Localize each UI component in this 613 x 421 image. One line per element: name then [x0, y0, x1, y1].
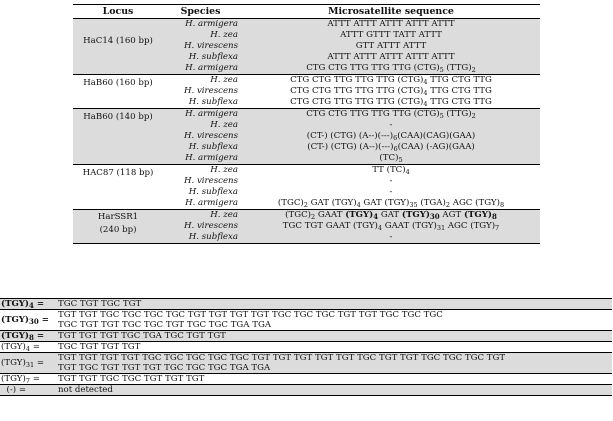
seq-sub: 6 — [393, 134, 398, 142]
seq-part: TT (TC) — [372, 165, 406, 175]
seq-sub: 4 — [423, 89, 428, 97]
legend-label — [0, 374, 57, 385]
legend-row — [0, 331, 612, 342]
legend-eq: = — [32, 342, 40, 352]
seq-sub: 5 — [398, 156, 403, 164]
table-row — [73, 75, 540, 87]
seq-part: TGC TGT GAAT (TGY) — [282, 221, 378, 231]
legend-sub: 8 — [29, 333, 34, 342]
legend-sub: 31 — [25, 361, 35, 369]
legend-row — [0, 385, 612, 396]
seq-part: (TGA) — [417, 198, 446, 208]
legend-eq: = — [36, 358, 45, 368]
species-cell: H. virescens — [183, 86, 238, 96]
microsatellite-table — [73, 4, 540, 244]
species-cell: H. armigera — [163, 19, 242, 31]
seq-part: GAT (TGY) — [307, 198, 357, 208]
seq-part: CTG CTG TTG TTG TTG (CTG) — [306, 109, 440, 119]
legend-eq: = — [18, 385, 27, 395]
legend-table — [0, 298, 612, 396]
legend-value — [57, 310, 612, 331]
seq-part: (CAA)(CAG)(GAA) — [397, 131, 476, 141]
legend-label — [0, 310, 57, 331]
legend-eq: = — [36, 299, 45, 309]
species-cell: H. virescens — [163, 41, 242, 52]
legend-sub: 4 — [29, 301, 34, 310]
seq-part: (TGC) — [277, 198, 304, 208]
seq-sub: 4 — [373, 212, 379, 221]
seq-sub: 30 — [429, 212, 440, 221]
sequence-cell: ATTT ATTT ATTT ATTT ATTT — [242, 52, 540, 63]
species-cell: H. zea — [163, 210, 242, 222]
seq-bold: (TGY) — [345, 210, 374, 220]
sequence-cell: GTT ATTT ATTT — [242, 41, 540, 52]
seq-sub: 4 — [405, 168, 410, 176]
sequence-cell — [242, 153, 540, 165]
legend-value: TGC TGT TGC TGT — [57, 299, 612, 310]
seq-sub: 5 — [439, 112, 444, 120]
seq-sub: 4 — [423, 100, 428, 108]
seq-part: GAAT — [315, 210, 346, 220]
species-cell: H. armigera — [163, 109, 242, 121]
legend-label-text: (TGY) — [1, 342, 26, 352]
seq-part: GAT (TGY) — [360, 198, 410, 208]
legend-label — [0, 299, 57, 310]
seq-part: TTG CTG TTG — [427, 97, 492, 107]
legend-label-text: (-) — [6, 385, 17, 395]
species-cell: H. subflexa — [163, 52, 242, 63]
seq-sub: 4 — [356, 201, 361, 209]
locus-cell: HaB60 (140 bp) — [73, 109, 163, 154]
species-cell: H. subflexa — [163, 232, 242, 244]
header-sequence: Microsatellite sequence — [242, 5, 540, 19]
species-cell: H. virescens — [183, 176, 238, 186]
species-cell: H. subflexa — [188, 97, 238, 107]
seq-part: (CAA) (-AG)(GAA) — [397, 142, 475, 152]
legend-value: TGT TGT TGC TGC TGT TGT TGT — [58, 374, 205, 384]
seq-sub: 31 — [436, 224, 446, 232]
legend-label-text: (TGY) — [1, 358, 26, 368]
seq-sub: 2 — [445, 201, 450, 209]
table-row — [73, 153, 540, 165]
sequence-cell — [242, 165, 540, 177]
sequence-cell — [242, 63, 540, 75]
species-cell: H. armigera — [185, 198, 238, 208]
seq-sub: 4 — [377, 224, 382, 232]
seq-part: (CT-) (CTG) (A--)(---) — [307, 142, 394, 152]
legend-row — [0, 342, 612, 353]
legend-value-line: TGT TGT TGT TGT TGC TGC TGC TGC TGC TGT TGT TGT TGT TGT TGC TGT TGT TGC TGC TGC TGT — [58, 353, 506, 363]
legend-value: TGT TGT TGT TGC TGA TGC TGT TGT — [57, 331, 612, 342]
seq-part: (TGC) — [285, 210, 312, 220]
sequence-cell — [242, 109, 540, 121]
legend-sub: 7 — [25, 377, 30, 385]
seq-part: (TTG) — [443, 109, 472, 119]
legend-value-line: TGC TGT TGT TGC TGC TGT TGC TGC TGA TGA — [58, 320, 272, 330]
locus-cell: HaB60 (160 bp) — [73, 75, 163, 109]
species-cell: H. subflexa — [188, 187, 238, 197]
legend-label-text: (TGY) — [1, 331, 30, 341]
seq-part: GAT — [378, 210, 402, 220]
seq-part: (CT-) (CTG) (A--)(---) — [306, 131, 394, 141]
seq-sub: 6 — [393, 145, 398, 153]
seq-part: AGC (TGY) — [450, 198, 500, 208]
species-cell: H. armigera — [163, 63, 242, 75]
header-locus: Locus — [73, 5, 163, 19]
legend-row — [0, 299, 612, 310]
sequence-cell — [242, 198, 540, 210]
table-row — [73, 165, 540, 177]
legend-label — [0, 385, 57, 396]
legend-value: TGC TGT TGT TGT — [58, 342, 141, 352]
seq-sub: 2 — [311, 213, 316, 221]
species-cell: H. virescens — [163, 131, 242, 142]
locus-cell: HAC87 (118 bp) — [73, 165, 163, 210]
seq-part: CTG CTG TTG TTG TTG (CTG) — [290, 86, 424, 96]
seq-bold: (TGY) — [463, 210, 492, 220]
seq-part: GAAT (TGY) — [382, 221, 437, 231]
legend-row — [0, 310, 612, 331]
seq-part: TTG CTG TTG — [427, 86, 492, 96]
sequence-cell — [242, 97, 540, 109]
seq-part: TTG CTG TTG — [427, 75, 492, 85]
table-row — [73, 19, 540, 31]
seq-part: (TTG) — [443, 63, 472, 73]
seq-sub: 35 — [409, 201, 418, 209]
table-row — [73, 63, 540, 75]
sequence-cell: ATTT ATTT ATTT ATTT ATTT — [242, 19, 540, 31]
species-cell: H. subflexa — [163, 142, 242, 153]
legend-value: not detected — [57, 385, 612, 396]
sequence-cell — [242, 86, 540, 97]
legend-label — [0, 342, 57, 353]
locus-spacer — [73, 153, 163, 165]
seq-sub: 5 — [439, 66, 444, 74]
sequence-cell — [242, 210, 540, 222]
legend-row — [0, 374, 612, 385]
locus-spacer — [73, 63, 163, 75]
sequence-cell — [242, 131, 540, 142]
sequence-cell — [242, 221, 540, 232]
legend-label — [0, 331, 57, 342]
seq-sub: 7 — [495, 224, 500, 232]
seq-part: CTG CTG TTG TTG TTG (CTG) — [306, 63, 440, 73]
species-cell: H. zea — [163, 120, 242, 131]
locus-line: (240 bp) — [99, 225, 137, 235]
legend-label-text: (TGY) — [1, 299, 30, 309]
header-row — [73, 5, 540, 19]
seq-sub: 8 — [499, 201, 505, 209]
sequence-cell — [242, 75, 540, 87]
legend-sub: 4 — [25, 345, 30, 353]
seq-part: CTG CTG TTG TTG TTG (CTG) — [290, 97, 424, 107]
legend-eq: = — [36, 331, 45, 341]
species-cell: H. virescens — [163, 221, 242, 232]
legend-label-text: (TGY) — [1, 374, 26, 384]
seq-sub: 2 — [471, 112, 476, 120]
sequence-cell: - — [389, 176, 393, 186]
seq-sub: 2 — [303, 201, 308, 209]
legend-row — [0, 353, 612, 374]
sequence-cell: ATTT GTTT TATT ATTT — [242, 30, 540, 41]
seq-sub: 4 — [423, 78, 428, 86]
seq-bold: (TGY) — [401, 210, 430, 220]
locus-line: HarSSR1 — [97, 212, 139, 222]
legend-label-text: (TGY) — [1, 315, 30, 325]
sequence-cell: - — [389, 187, 393, 197]
locus-cell — [73, 210, 163, 244]
seq-sub: 2 — [471, 66, 476, 74]
legend-sub: 30 — [29, 317, 39, 326]
legend-label — [0, 353, 57, 374]
legend-value-line: TGT TGC TGT TGT TGT TGC TGC TGC TGA TGA — [58, 363, 271, 373]
seq-sub: 8 — [491, 212, 497, 221]
seq-part: AGT — [439, 210, 464, 220]
species-cell: H. zea — [163, 30, 242, 41]
legend-value — [57, 353, 612, 374]
legend-eq: = — [32, 374, 40, 384]
species-cell: H. zea — [163, 75, 242, 87]
sequence-cell: - — [242, 232, 540, 244]
sequence-cell: - — [242, 120, 540, 131]
legend-eq: = — [41, 315, 49, 325]
sequence-cell — [242, 142, 540, 153]
seq-part: CTG CTG TTG TTG TTG (CTG) — [290, 75, 424, 85]
locus-cell: HaC14 (160 bp) — [73, 19, 163, 64]
species-cell: H. zea — [163, 165, 242, 177]
seq-part: AGC (TGY) — [445, 221, 496, 231]
legend-value-line: TGT TGT TGC TGC TGC TGC TGT TGT TGT TGT TGC TGC TGC TGT TGT TGC TGC TGC — [58, 310, 443, 320]
table-row — [73, 109, 540, 121]
table-row — [73, 210, 540, 222]
species-cell: H. armigera — [163, 153, 242, 165]
seq-part: (TC) — [379, 153, 399, 163]
header-species: Species — [163, 5, 242, 19]
